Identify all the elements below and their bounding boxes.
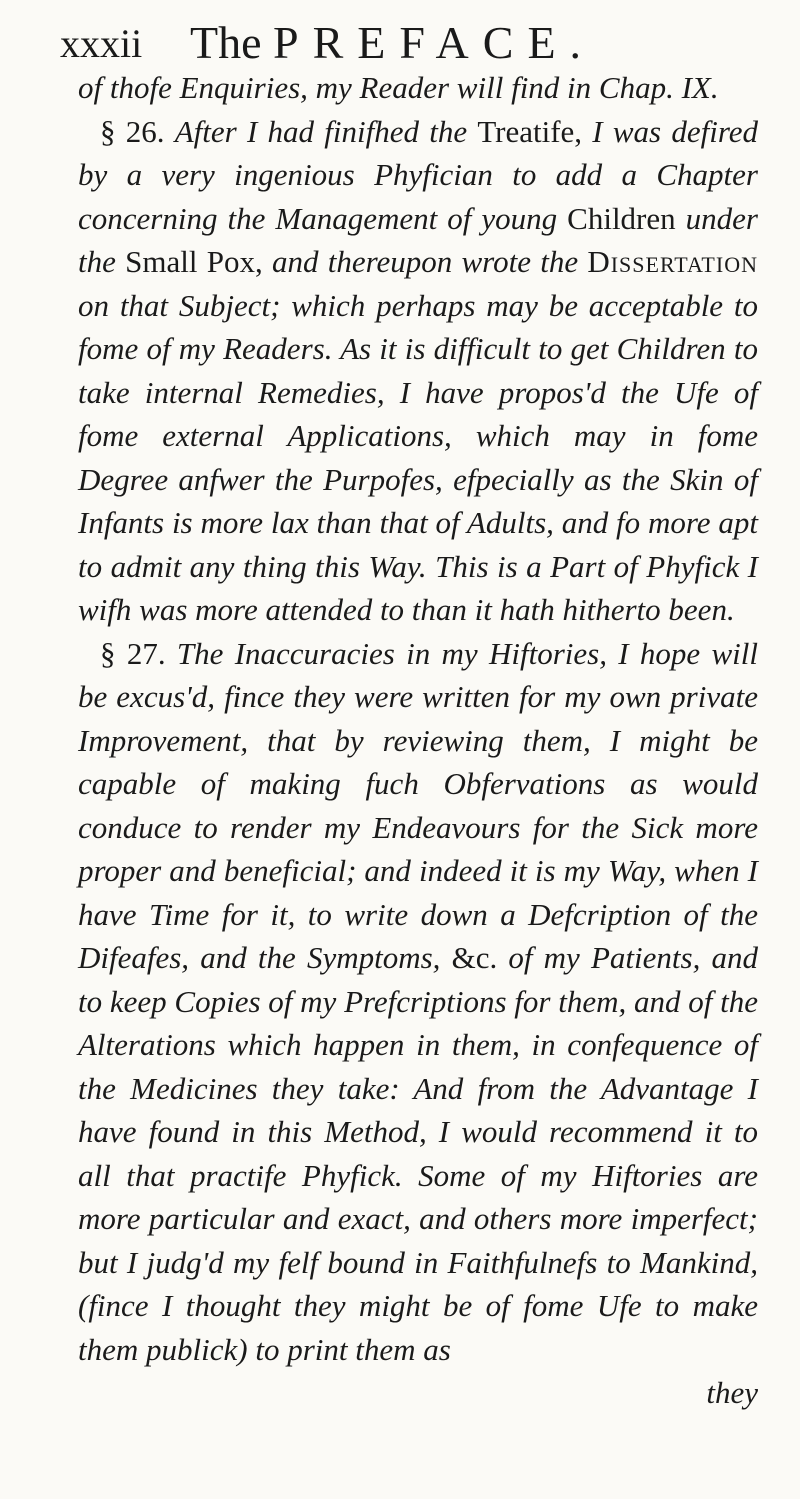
text-run: Dissertation (587, 244, 758, 279)
text-run: under the (78, 200, 758, 279)
page-header (60, 6, 760, 72)
text-run: of thofe Enquiries, my Reader will find in Chap. IX. (78, 70, 719, 105)
text-run: After I had finifhed the (174, 113, 478, 149)
text-run: § 27. (100, 635, 177, 671)
text-run: The Inaccuracies in my Hiftories, I hope will be excus'd, fince they were written for my own private Improvement, that by reviewing them, I might be capable of making fuch Obfervations as would conduce to render my Endeavours for the Sick more proper and beneficial; and indeed it is my Way, when I have Time for it, to write down a Defcription of the Difeafes, and the Symptoms, (78, 635, 758, 975)
text-run: § 26. (100, 113, 175, 149)
running-head-title: PREFACE. (273, 17, 596, 68)
paragraph (78, 632, 758, 1372)
text-run: on that Subject; which perhaps may be acceptable to fome of my Readers. As it is difficult to get Children to take internal Remedies, I have propos'd the Ufe of fome external Applications, which may in fome Degree anfwer the Purpofes, efpecially as the Skin of Infants is more lax than that of Adults, and fo more apt to admit any thing this Way. This is a Part of Phyfick I wifh was more attended to than it hath hitherto been. (78, 287, 758, 627)
page-body (78, 66, 758, 1415)
catchword: they (706, 1375, 758, 1410)
text-run: of my Patients, and to keep Copies of my Prefcriptions for them, and of the Alterations which happen in them, in confequence of the Medicines they take: And from the Advantage I have found in this Method, I would recommend it to all that practife Phyfick. Some of my Hiftories are more particular and exact, and others more imperfect; but I judg'd my felf bound in Faithfulnefs to Mankind, (fince I thought they might be of fome Ufe to make them publick) to print them as (78, 940, 758, 1367)
running-head-the: The (190, 17, 262, 68)
text-run: Small Pox, (125, 244, 272, 279)
text-run: &c. (451, 940, 509, 975)
text-run: Treatife, (477, 113, 593, 149)
text-run: Children (567, 200, 686, 236)
paragraph (78, 66, 758, 110)
text-run: and thereupon wrote the (271, 244, 588, 279)
page-number: xxxii (60, 21, 143, 66)
paragraph (78, 110, 758, 632)
running-head (190, 16, 595, 69)
text-run: I was defired by a very ingenious Phyfician to add a Chapter concerning the Management of young (78, 113, 758, 236)
